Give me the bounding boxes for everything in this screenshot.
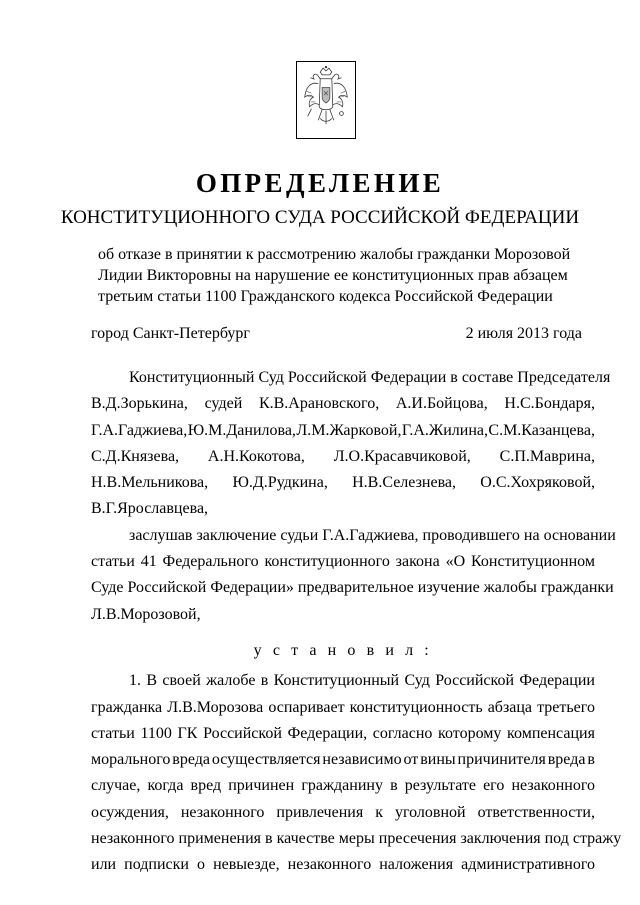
text-word: к	[375, 803, 383, 821]
established-heading: у с т а н о в и л :	[253, 641, 433, 659]
text-word: В.Г.Ярославцева,	[91, 500, 209, 518]
text-word: закона	[395, 553, 440, 571]
text-word: Л.В.Морозова	[167, 698, 264, 716]
text-word: Федерации	[519, 672, 595, 690]
text-word: или	[91, 856, 117, 874]
text-word: Федерации,	[287, 724, 368, 742]
text-line	[91, 549, 595, 575]
summary-line: третьим статьи 1100 Гражданского кодекса Российской Федерации	[98, 288, 553, 305]
text-word: причинителя	[457, 751, 546, 769]
text-line	[91, 496, 595, 522]
text-word: судей	[204, 395, 243, 413]
text-word: его	[483, 777, 505, 795]
document-summary	[98, 244, 571, 307]
text-word: Г.А.Гаджиева,	[91, 421, 188, 439]
text-word: ГК	[177, 724, 198, 742]
text-word: Суде Российской Федерации» предварительное изучение жалобы гражданки	[91, 579, 614, 597]
text-word: А.И.Бойцова,	[395, 395, 488, 413]
text-word: незаконного	[287, 856, 372, 874]
text-word: С.П.Маврина,	[499, 447, 595, 465]
text-word: незаконного	[180, 803, 265, 821]
text-word: гражданину	[301, 777, 383, 795]
text-line	[91, 721, 595, 747]
text-word: когда	[147, 777, 184, 795]
text-word: Н.В.Мельникова,	[91, 474, 209, 492]
text-line	[91, 800, 595, 826]
text-word: причинен	[228, 777, 295, 795]
text-word: Н.В.Селезнева,	[352, 474, 457, 492]
text-word: подписки	[124, 856, 189, 874]
text-word: оспаривает	[268, 698, 345, 716]
text-word: Российской	[203, 724, 282, 742]
text-line	[91, 826, 622, 852]
text-word: Л.О.Красавчиковой,	[333, 447, 471, 465]
text-word: административного	[461, 856, 595, 874]
document-title: ОПРЕДЕЛЕНИЕ	[195, 168, 445, 198]
text-word: жалобе	[206, 672, 256, 690]
text-word: С.М.Казанцева,	[488, 421, 595, 439]
text-word: Конституционном	[471, 553, 595, 571]
text-word: незаконного применения в качестве меры пресечения заключения под стражу	[91, 830, 622, 848]
text-word: 1100	[140, 724, 172, 742]
text-word: заслушав заключение судьи Г.А.Гаджиева, проводившего на основании	[129, 526, 616, 544]
text-word: от	[403, 751, 419, 769]
text-word: в	[260, 672, 269, 690]
text-word: вреда	[547, 751, 586, 769]
text-word: компенсация	[507, 724, 595, 742]
text-word: осуждения,	[91, 803, 169, 821]
document-subtitle: КОНСТИТУЦИОННОГО СУДА РОССИЙСКОЙ ФЕДЕРАЦИИ	[60, 207, 580, 228]
text-word: гражданка	[91, 698, 163, 716]
text-word: статьи	[91, 724, 135, 742]
text-line	[91, 391, 595, 417]
text-word: вред	[190, 777, 222, 795]
court-composition	[91, 365, 611, 523]
document-body	[91, 365, 622, 879]
hearing-paragraph	[91, 523, 616, 628]
text-word: морального	[91, 751, 171, 769]
text-line	[91, 695, 595, 721]
text-word: О.С.Хохряковой,	[480, 474, 595, 492]
text-word: Л.М.Жарковой,	[296, 421, 402, 439]
text-word: наложения	[379, 856, 454, 874]
text-line	[91, 444, 595, 470]
text-word: 1.	[129, 672, 141, 690]
text-word: осуществляется	[211, 751, 321, 769]
paragraph-1	[91, 668, 622, 878]
text-word: в	[390, 777, 398, 795]
text-line	[91, 773, 595, 799]
russian-coat-of-arms-icon	[296, 61, 356, 139]
text-line	[91, 668, 595, 694]
text-line	[91, 852, 595, 878]
text-word: независимо	[322, 751, 402, 769]
text-word: Ю.Д.Рудкина,	[232, 474, 328, 492]
text-word: вины	[420, 751, 456, 769]
text-word: третьего	[537, 698, 595, 716]
text-word: согласно	[372, 724, 433, 742]
text-word: статьи	[91, 553, 135, 571]
text-word: Российской	[435, 672, 515, 690]
text-word: Суд	[404, 672, 430, 690]
summary-line: Лидии Викторовны на нарушение ее конституционных прав абзацем	[98, 267, 568, 284]
text-word: конституционного	[264, 553, 390, 571]
text-line	[91, 747, 595, 773]
text-word: А.Н.Кокотова,	[207, 447, 305, 465]
summary-line: об отказе в принятии к рассмотрению жалобы гражданки Морозовой	[98, 246, 571, 263]
text-word: С.Д.Князева,	[91, 447, 180, 465]
text-word: привлечения	[276, 803, 364, 821]
text-word: невыезде,	[213, 856, 280, 874]
text-line	[91, 575, 614, 601]
text-word: вреда	[172, 751, 210, 769]
text-word: абзаца	[487, 698, 533, 716]
text-word: которому	[438, 724, 502, 742]
text-line	[91, 523, 616, 549]
text-word: Конституционный Суд Российской Федерации в составе Председателя	[129, 369, 611, 386]
text-line	[91, 418, 595, 444]
text-word: результате	[404, 777, 476, 795]
text-word: Л.В.Морозовой,	[91, 605, 201, 623]
text-word: своей	[162, 672, 201, 690]
text-line	[91, 365, 611, 391]
text-line	[91, 470, 595, 496]
text-word: Федерального	[162, 553, 259, 571]
text-word: Конституционный	[273, 672, 400, 690]
text-word: Н.С.Бондаря,	[504, 395, 595, 413]
document-date: 2 июля 2013 года	[465, 325, 582, 342]
text-word: незаконного	[511, 777, 595, 795]
document-place: город Санкт-Петербург	[91, 325, 250, 342]
text-word: ответственности,	[477, 803, 595, 821]
text-word: «О	[445, 553, 466, 571]
text-word: случае,	[91, 777, 141, 795]
text-word: о	[197, 856, 206, 874]
text-word: в	[587, 751, 595, 769]
text-word: 41	[140, 553, 157, 571]
text-line	[91, 602, 595, 628]
text-word: К.В.Арановского,	[258, 395, 380, 413]
text-word: Ю.М.Данилова,	[187, 421, 296, 439]
text-word: Г.А.Жилина,	[401, 421, 488, 439]
text-word: В.Д.Зорькина,	[91, 395, 188, 413]
text-word: В	[146, 672, 158, 690]
text-word: конституционность	[349, 698, 483, 716]
text-word: уголовной	[394, 803, 466, 821]
